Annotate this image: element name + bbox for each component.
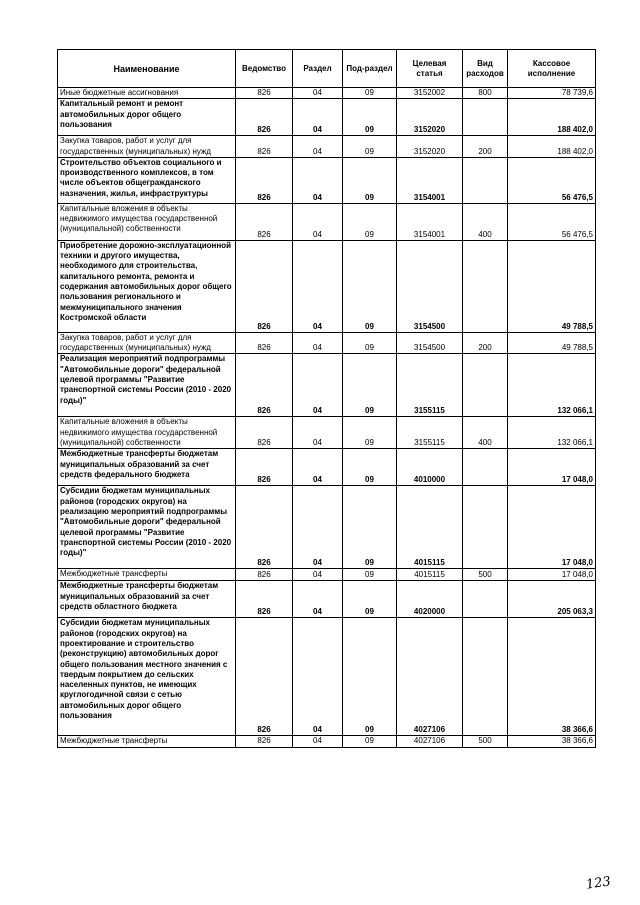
cell-dept: 826	[236, 354, 293, 417]
cell-expense-type	[463, 354, 508, 417]
cell-article: 4027106	[397, 618, 463, 736]
cell-amount: 188 402,0	[508, 99, 596, 136]
cell-expense-type	[463, 449, 508, 486]
cell-section: 04	[293, 88, 343, 99]
header-subsection: Под-раздел	[343, 50, 397, 88]
cell-article: 3152020	[397, 99, 463, 136]
cell-amount: 78 739,6	[508, 88, 596, 99]
cell-subsection: 09	[343, 449, 397, 486]
table-row	[58, 581, 596, 618]
cell-section: 04	[293, 332, 343, 354]
table-row	[58, 354, 596, 417]
table-row	[58, 157, 596, 203]
cell-dept: 826	[236, 569, 293, 581]
table-row	[58, 99, 596, 136]
cell-section: 04	[293, 581, 343, 618]
cell-subsection: 09	[343, 136, 397, 158]
cell-section: 04	[293, 99, 343, 136]
cell-expense-type: 200	[463, 136, 508, 158]
cell-name: Строительство объектов социального и производственного комплексов, в том числе объектов общегражданского назначения, жилья, инфраструктуры	[58, 157, 236, 203]
cell-amount: 205 063,3	[508, 581, 596, 618]
cell-name: Капитальный ремонт и ремонт автомобильных дорог общего пользования	[58, 99, 236, 136]
cell-article: 3152020	[397, 136, 463, 158]
cell-dept: 826	[236, 157, 293, 203]
cell-article: 3155115	[397, 354, 463, 417]
cell-article: 4010000	[397, 449, 463, 486]
table-row	[58, 569, 596, 581]
cell-subsection: 09	[343, 88, 397, 99]
cell-name: Субсидии бюджетам муниципальных районов (городских округов) на реализацию мероприятий подпрограммы "Автомобильные дороги" федеральной целевой программы "Развитие транспортной системы России (2010 - 2020 годы)"	[58, 486, 236, 569]
cell-subsection: 09	[343, 99, 397, 136]
cell-amount: 17 048,0	[508, 569, 596, 581]
cell-amount: 56 476,5	[508, 157, 596, 203]
cell-section: 04	[293, 203, 343, 240]
cell-expense-type: 500	[463, 569, 508, 581]
cell-section: 04	[293, 157, 343, 203]
cell-name: Субсидии бюджетам муниципальных районов (городских округов) на проектирование и строительство (реконструкцию) автомобильных дорог общего пользования местного значения с твердым покрытием до сельских населенных пунктов, не имеющих круглогодичной связи с сетью автомобильных дорог общего пользования	[58, 618, 236, 736]
cell-subsection: 09	[343, 618, 397, 736]
cell-expense-type	[463, 581, 508, 618]
cell-section: 04	[293, 417, 343, 449]
page-number: 123	[585, 874, 612, 893]
header-section: Раздел	[293, 50, 343, 88]
cell-section: 04	[293, 569, 343, 581]
cell-dept: 826	[236, 449, 293, 486]
cell-name: Капитальные вложения в объекты недвижимого имущества государственной (муниципальной) собственности	[58, 417, 236, 449]
cell-subsection: 09	[343, 569, 397, 581]
cell-article: 3155115	[397, 417, 463, 449]
cell-subsection: 09	[343, 203, 397, 240]
cell-article: 4020000	[397, 581, 463, 618]
cell-dept: 826	[236, 417, 293, 449]
cell-name: Межбюджетные трансферты бюджетам муниципальных образований за счет средств областного бюджета	[58, 581, 236, 618]
cell-article: 3154500	[397, 332, 463, 354]
cell-expense-type	[463, 486, 508, 569]
cell-amount: 56 476,5	[508, 203, 596, 240]
header-row	[58, 50, 596, 88]
cell-dept: 826	[236, 99, 293, 136]
cell-expense-type: 400	[463, 203, 508, 240]
cell-expense-type: 800	[463, 88, 508, 99]
header-expense-type: Вид расходов	[463, 50, 508, 88]
cell-expense-type	[463, 240, 508, 332]
cell-article: 4015115	[397, 486, 463, 569]
cell-amount: 132 066,1	[508, 354, 596, 417]
cell-amount: 49 788,5	[508, 332, 596, 354]
cell-name: Межбюджетные трансферты	[58, 736, 236, 747]
cell-article: 3154001	[397, 203, 463, 240]
cell-section: 04	[293, 486, 343, 569]
cell-section: 04	[293, 618, 343, 736]
cell-amount: 38 366,6	[508, 618, 596, 736]
cell-subsection: 09	[343, 417, 397, 449]
header-article: Целевая статья	[397, 50, 463, 88]
header-name: Наименование	[58, 50, 236, 88]
cell-subsection: 09	[343, 157, 397, 203]
cell-subsection: 09	[343, 581, 397, 618]
cell-dept: 826	[236, 88, 293, 99]
cell-article: 4015115	[397, 569, 463, 581]
table-row	[58, 240, 596, 332]
cell-subsection: 09	[343, 486, 397, 569]
table-row	[58, 136, 596, 158]
cell-expense-type: 200	[463, 332, 508, 354]
cell-section: 04	[293, 736, 343, 747]
cell-article: 3152002	[397, 88, 463, 99]
cell-amount: 49 788,5	[508, 240, 596, 332]
table-row	[58, 203, 596, 240]
cell-expense-type	[463, 618, 508, 736]
cell-article: 4027106	[397, 736, 463, 747]
cell-name: Межбюджетные трансферты бюджетам муниципальных образований за счет средств федерального бюджета	[58, 449, 236, 486]
cell-expense-type	[463, 157, 508, 203]
cell-dept: 826	[236, 332, 293, 354]
cell-dept: 826	[236, 581, 293, 618]
cell-amount: 38 366,6	[508, 736, 596, 747]
cell-subsection: 09	[343, 332, 397, 354]
cell-amount: 17 048,0	[508, 486, 596, 569]
cell-subsection: 09	[343, 240, 397, 332]
cell-dept: 826	[236, 240, 293, 332]
cell-name: Закупка товаров, работ и услуг для государственных (муниципальных) нужд	[58, 136, 236, 158]
budget-table	[57, 49, 596, 748]
cell-subsection: 09	[343, 736, 397, 747]
cell-name: Межбюджетные трансферты	[58, 569, 236, 581]
cell-section: 04	[293, 136, 343, 158]
cell-dept: 826	[236, 618, 293, 736]
cell-subsection: 09	[343, 354, 397, 417]
cell-amount: 17 048,0	[508, 449, 596, 486]
cell-amount: 188 402,0	[508, 136, 596, 158]
table-row	[58, 486, 596, 569]
cell-name: Реализация мероприятий подпрограммы "Автомобильные дороги" федеральной целевой программы "Развитие транспортной системы России (2010 - 2020 годы)"	[58, 354, 236, 417]
header-amount: Кассовое исполнение	[508, 50, 596, 88]
table-row	[58, 417, 596, 449]
cell-name: Иные бюджетные ассигнования	[58, 88, 236, 99]
table-row	[58, 449, 596, 486]
cell-amount: 132 066,1	[508, 417, 596, 449]
cell-section: 04	[293, 449, 343, 486]
cell-article: 3154500	[397, 240, 463, 332]
table-row	[58, 88, 596, 99]
cell-name: Капитальные вложения в объекты недвижимого имущества государственной (муниципальной) собственности	[58, 203, 236, 240]
cell-dept: 826	[236, 736, 293, 747]
cell-article: 3154001	[397, 157, 463, 203]
table-row	[58, 332, 596, 354]
cell-name: Приобретение дорожно-эксплуатационной техники и другого имущества, необходимого для строительства, капитального ремонта, ремонта и содержания автомобильных дорог общего пользования регионального и межмуниципального значения Костромской области	[58, 240, 236, 332]
cell-section: 04	[293, 354, 343, 417]
cell-section: 04	[293, 240, 343, 332]
cell-name: Закупка товаров, работ и услуг для государственных (муниципальных) нужд	[58, 332, 236, 354]
table-row	[58, 618, 596, 736]
cell-expense-type: 500	[463, 736, 508, 747]
cell-dept: 826	[236, 486, 293, 569]
cell-expense-type	[463, 99, 508, 136]
table-row	[58, 736, 596, 747]
cell-dept: 826	[236, 203, 293, 240]
cell-expense-type: 400	[463, 417, 508, 449]
header-dept: Ведомство	[236, 50, 293, 88]
cell-dept: 826	[236, 136, 293, 158]
